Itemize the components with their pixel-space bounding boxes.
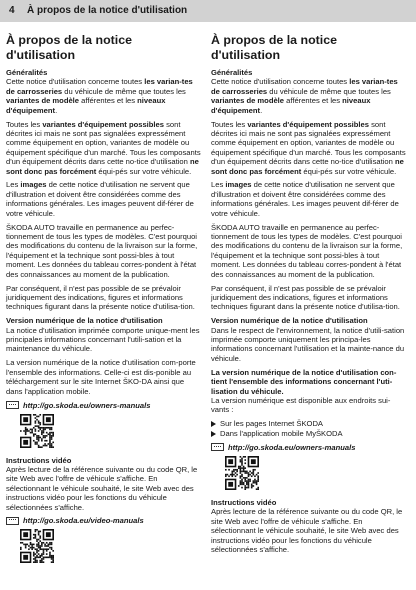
owners-manual-link[interactable] (211, 443, 407, 452)
digital-version-heading: Version numérique de la notice d'utilisation (6, 316, 163, 326)
list-item: Dans l'application mobile MyŠKODA (211, 429, 407, 439)
generalites-heading: Généralités (6, 68, 48, 77)
digital-version-subheading: La version numérique de la notice d'utilisation con-tient l'ensemble des informations concernant l'uti-lisation du véhicule. (211, 367, 397, 396)
triangle-bullet-icon (211, 431, 216, 437)
legal-paragraph: Par conséquent, il n'est pas possible de se prévaloir juridiquement des indications, figures et informations techniques figurant dans la présente notice d'utilisa-tion. (211, 283, 400, 312)
video-instructions-paragraph: Après lecture de la référence suivante ou du code QR, le site Web avec l'offre de véhicule s'affiche. En sélectionnant le véhicule souhaité, le site Web avec des instructions vidéo pour les fonctions du véhicule sélectionnées s'affiche. (6, 464, 198, 512)
video-instructions-heading: Instructions vidéo (6, 455, 72, 465)
video-manual-link[interactable] (6, 516, 202, 525)
equipment-paragraph: Toutes les variantes d'équipement possibles sont décrites ici mais ne sont pas signalées expressément comme équipement en option, variantes de modèle ou équipement spécifique d'un marché. Tous les composants d'un équipement décrits dans cette no-tice d'utilisation ne sont donc pas forcément équi-pés sur votre véhicule. (6, 119, 201, 176)
section-heading: À propos de la notice d'utilisation (6, 33, 132, 62)
images-paragraph: Les images de cette notice d'utilisation ne servent que d'illustration et doivent être considérées comme des informations générales. Les images peuvent dif-férer de votre véhicule. (211, 180, 399, 218)
intro-paragraph: Cette notice d'utilisation concerne toutes les varian-tes de carrosseries du véhicule de même que toutes les variantes de modèle afférentes et les niveaux d'équipement. (211, 77, 398, 115)
video-manual-url[interactable]: http://go.skoda.eu/video-manuals (23, 516, 144, 526)
right-column (211, 33, 407, 559)
qr-code-icon (20, 414, 54, 448)
owners-manual-url[interactable]: http://go.skoda.eu/owners-manuals (23, 400, 151, 410)
page-number: 4 (9, 5, 15, 16)
page-header (0, 0, 416, 22)
web-link-icon (6, 401, 19, 409)
printed-manual-paragraph: Dans le respect de l'environnement, la notice d'utili-sation imprimée comporte uniquement les principa-les informations concernant l'utilisation et la mainte-nance du véhicule. (211, 325, 405, 363)
triangle-bullet-icon (211, 421, 216, 427)
digital-manual-paragraph: La version numérique de la notice d'utilisation com-porte l'ensemble des informations. Celle-ci est dis-ponible au téléchargement sur le site Internet ŠKO-DA ainsi que dans l'application mobile. (6, 358, 196, 396)
owners-manual-link[interactable] (6, 401, 202, 410)
legal-paragraph: Par conséquent, il n'est pas possible de se prévaloir juridiquement des indications, figures et informations techniques figurant dans la présente notice d'utilisa-tion. (6, 283, 195, 312)
generalites-heading: Généralités (211, 68, 253, 77)
section-heading: À propos de la notice d'utilisation (211, 33, 337, 62)
list-item: Sur les pages Internet ŠKODA (211, 419, 407, 429)
qr-code-icon (225, 456, 259, 490)
video-instructions-heading: Instructions vidéo (211, 497, 277, 507)
web-link-icon (6, 517, 19, 525)
video-instructions-paragraph: Après lecture de la référence suivante ou du code QR, le site Web avec l'offre de véhicule s'affiche. En sélectionnant le véhicule souhaité, le site Web avec des instructions vidéo pour les fonctions du véhicule sélectionnées s'affiche. (211, 507, 403, 554)
improvement-paragraph: ŠKODA AUTO travaille en permanence au perfec-tionnement de tous les types de modèles. C'est pourquoi des modifications du contenu de la livraison sur la forme, l'équipement et la technique sont possi-bles à tout moment. Les données du tableau corres-pondent à l'état des connaissances au moment de la publication. (211, 222, 403, 279)
printed-manual-paragraph: La notice d'utilisation imprimée comporte unique-ment les principales informations concernant l'utili-sation et la maintenance du véhicule. (6, 325, 200, 354)
intro-paragraph: Cette notice d'utilisation concerne toutes les varian-tes de carrosseries du véhicule de même que toutes les variantes de modèle afférentes et les niveaux d'équipement. (6, 77, 193, 115)
left-column (6, 33, 202, 571)
availability-list (211, 419, 407, 439)
improvement-paragraph: ŠKODA AUTO travaille en permanence au perfec-tionnement de tous les types de modèles. C'est pourquoi des modifications du contenu de la livraison sur la forme, l'équipement et la technique sont possi-bles à tout moment. Les données du tableau corres-pondent à l'état des connaissances au moment de la publication. (6, 222, 198, 279)
availability-paragraph: La version numérique est disponible aux endroits sui-vants : (211, 396, 391, 415)
digital-version-heading: Version numérique de la notice d'utilisation (211, 316, 368, 326)
web-link-icon (211, 443, 224, 451)
header-title: À propos de la notice d'utilisation (27, 5, 188, 16)
owners-manual-url[interactable]: http://go.skoda.eu/owners-manuals (228, 442, 356, 452)
images-paragraph: Les images de cette notice d'utilisation ne servent que d'illustration et doivent être considérées comme des informations générales. Les images peuvent dif-férer de votre véhicule. (6, 180, 194, 218)
qr-code-icon (20, 529, 54, 563)
equipment-paragraph: Toutes les variantes d'équipement possibles sont décrites ici mais ne sont pas signalées expressément comme équipement en option, variantes de modèle ou équipement spécifique d'un marché. Tous les composants d'un équipement décrits dans cette no-tice d'utilisation ne sont donc pas forcément équi-pés sur votre véhicule. (211, 119, 406, 176)
